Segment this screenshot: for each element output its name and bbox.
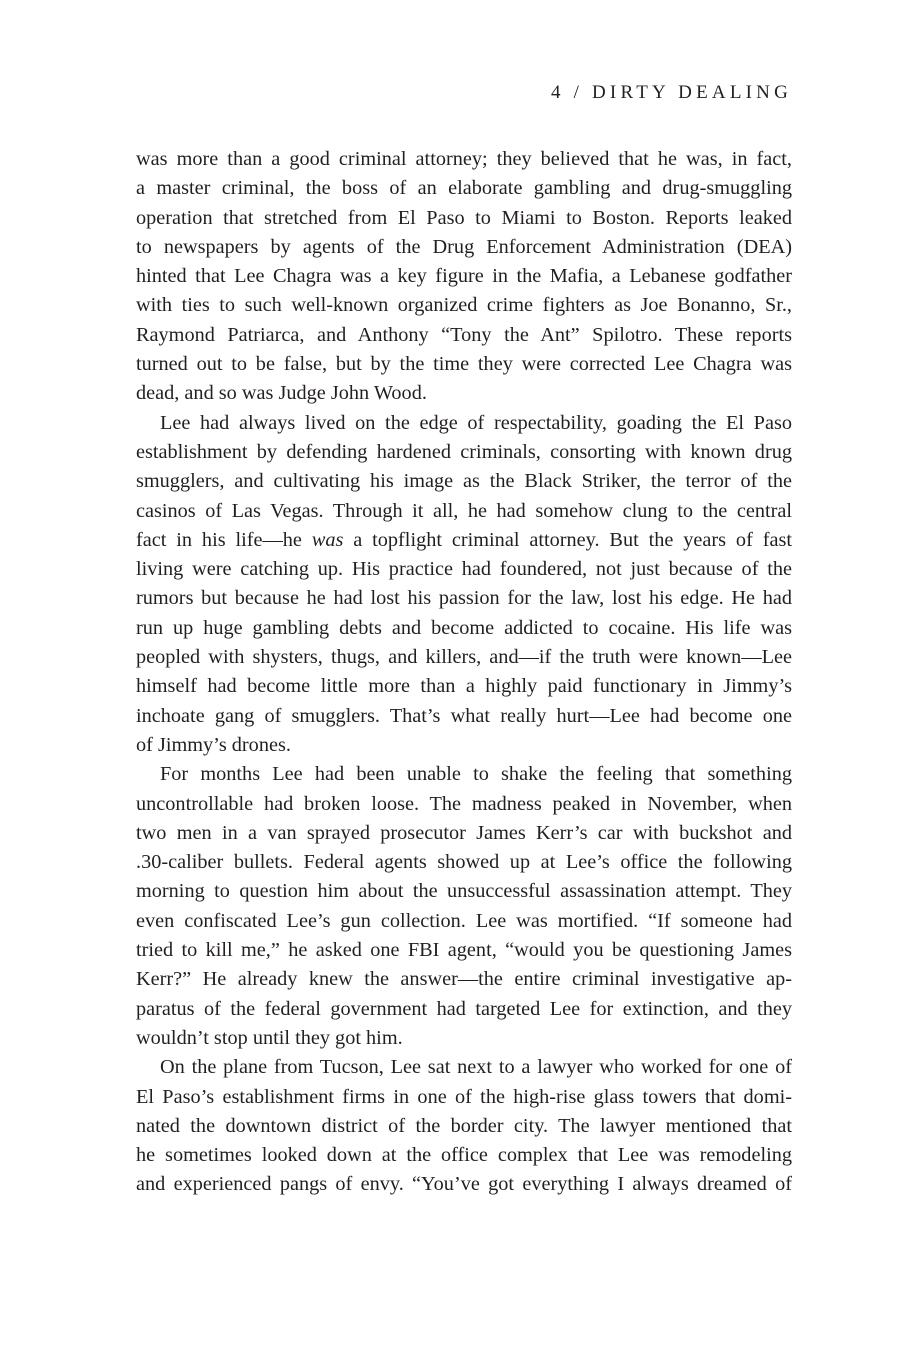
paragraph-2: [136, 409, 792, 761]
text-line: On the plane from Tucson, Lee sat next to a lawyer who worked for one of: [160, 1056, 792, 1079]
text-line: a master criminal, the boss of an elaborate gambling and drug-smuggling: [136, 177, 792, 200]
text-line: to newspapers by agents of the Drug Enforcement Administration (DEA): [136, 235, 792, 258]
text-line: and experienced pangs of envy. “You’ve got everything I always dreamed of: [136, 1173, 792, 1196]
text-line: paratus of the federal government had targeted Lee for extinction, and they: [136, 997, 792, 1020]
text-line: rumors but because he had lost his passion for the law, lost his edge. He had: [136, 587, 792, 610]
body-text: [136, 145, 792, 1200]
text-line: he sometimes looked down at the office complex that Lee was remodeling: [136, 1144, 792, 1167]
text-line: nated the downtown district of the border city. The lawyer mentioned that: [136, 1114, 792, 1137]
text-line: himself had become little more than a highly paid functionary in Jimmy’s: [136, 675, 792, 698]
running-head: 4 / DIRTY DEALING: [550, 82, 792, 103]
text-line: tried to kill me,” he asked one FBI agent, “would you be questioning James: [136, 939, 792, 962]
text-line: Kerr?” He already knew the answer—the entire criminal investigative ap-: [136, 968, 792, 991]
text-line: dead, and so was Judge John Wood.: [136, 382, 427, 405]
text-line: even confiscated Lee’s gun collection. Lee was mortified. “If someone had: [136, 909, 792, 932]
text-line: was more than a good criminal attorney; they believed that he was, in fact,: [136, 148, 792, 170]
text-line: with ties to such well-known organized crime fighters as Joe Bonanno, Sr.,: [136, 294, 792, 317]
text-line: uncontrollable had broken loose. The madness peaked in November, when: [136, 792, 792, 815]
paragraph-3: [136, 760, 792, 1053]
text-line: of Jimmy’s drones.: [136, 733, 291, 756]
text-segment: a topflight criminal attorney. But the years of fast: [343, 528, 792, 551]
text-line: establishment by defending hardened criminals, consorting with known drug: [136, 440, 792, 463]
text-line: living were catching up. His practice had foundered, not just because of the: [136, 558, 792, 581]
text-line: .30-caliber bullets. Federal agents showed up at Lee’s office the following: [136, 851, 792, 874]
text-line: smugglers, and cultivating his image as the Black Striker, the terror of the: [136, 470, 792, 493]
text-line: wouldn’t stop until they got him.: [136, 1026, 403, 1049]
text-segment: fact in his life—he: [136, 528, 312, 551]
text-line: peopled with shysters, thugs, and killers, and—if the truth were known—Lee: [136, 646, 792, 669]
text-line: turned out to be false, but by the time they were corrected Lee Chagra was: [136, 353, 792, 376]
text-line: casinos of Las Vegas. Through it all, he had somehow clung to the central: [136, 499, 792, 522]
text-line: operation that stretched from El Paso to Miami to Boston. Reports leaked: [136, 206, 792, 229]
text-line: two men in a van sprayed prosecutor James Kerr’s car with buckshot and: [136, 821, 792, 844]
text-line: El Paso’s establishment firms in one of the high-rise glass towers that domi-: [136, 1085, 792, 1108]
italic-word: was: [311, 528, 344, 551]
text-line: inchoate gang of smugglers. That’s what really hurt—Lee had become one: [136, 704, 792, 727]
paragraph-1: [136, 145, 792, 409]
text-line: morning to question him about the unsuccessful assassination attempt. They: [136, 880, 792, 903]
text-line: For months Lee had been unable to shake the feeling that something: [160, 763, 792, 786]
text-line: Raymond Patriarca, and Anthony “Tony the Ant” Spilotro. These reports: [136, 323, 792, 346]
text-line: Lee had always lived on the edge of respectability, goading the El Paso: [160, 411, 792, 434]
text-line: hinted that Lee Chagra was a key figure in the Mafia, a Lebanese godfather: [136, 265, 792, 288]
paragraph-4: [136, 1053, 792, 1199]
text-line: run up huge gambling debts and become addicted to cocaine. His life was: [136, 616, 792, 639]
text-line-with-italic: [136, 526, 792, 555]
